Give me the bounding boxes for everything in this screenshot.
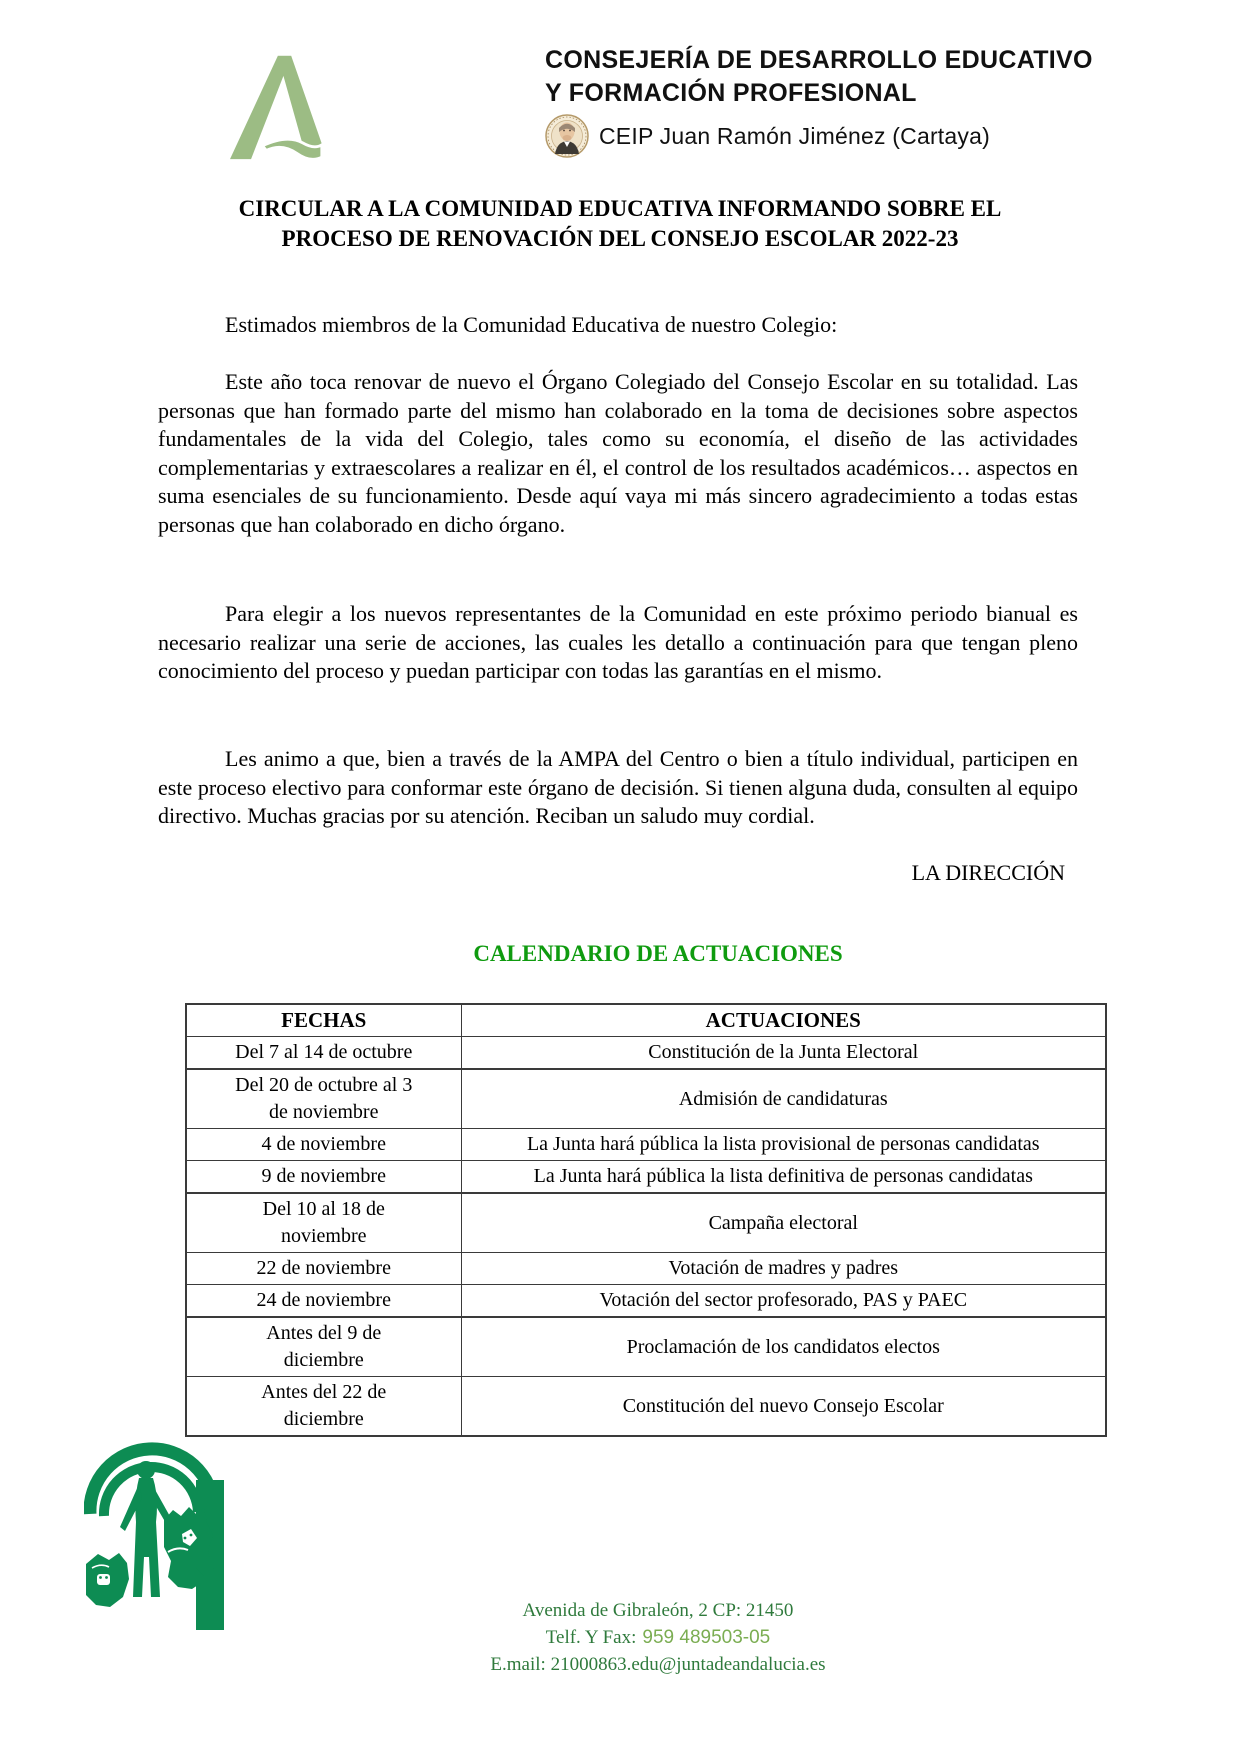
action-cell: Proclamación de los candidatos electos <box>461 1317 1106 1377</box>
page-title-line1: CIRCULAR A LA COMUNIDAD EDUCATIVA INFORMANDO SOBRE EL <box>238 196 1002 221</box>
calendar-table <box>185 1003 1107 1437</box>
footer-address: Avenida de Gibraleón, 2 CP: 21450 <box>522 1600 794 1621</box>
junta-andalucia-a-logo-icon <box>226 52 322 162</box>
school-row <box>545 114 1093 158</box>
action-cell: Constitución del nuevo Consejo Escolar <box>461 1377 1106 1437</box>
date-cell: Antes del 22 de diciembre <box>186 1377 461 1437</box>
date-cell: 22 de noviembre <box>186 1253 461 1285</box>
date-cell: 9 de noviembre <box>186 1161 461 1194</box>
page-title <box>140 194 1100 254</box>
footer-phone-label: Telf. Y Fax: <box>545 1627 637 1648</box>
date-cell: Del 7 al 14 de octubre <box>186 1037 461 1070</box>
table-row <box>186 1193 1106 1253</box>
table-row <box>186 1161 1106 1194</box>
table-row <box>186 1317 1106 1377</box>
date-cell: Del 10 al 18 de noviembre <box>186 1193 461 1253</box>
table-row <box>186 1037 1106 1070</box>
table-row <box>186 1377 1106 1437</box>
footer-phone <box>158 1624 1158 1651</box>
paragraph-3: Les animo a que, bien a través de la AMPA del Centro o bien a título individual, participen en este proceso electivo para conformar este órgano de decisión. Si tienen alguna duda, consulten al equipo directivo. Muchas gracias por su atención. Reciban un saludo muy cordial. <box>158 746 1078 828</box>
date-cell: Antes del 9 de diciembre <box>186 1317 461 1377</box>
salutation: Estimados miembros de la Comunidad Educativa de nuestro Colegio: <box>225 312 838 337</box>
date-cell: 24 de noviembre <box>186 1285 461 1318</box>
footer-email: E.mail: 21000863.edu@juntadeandalucia.es <box>490 1654 826 1675</box>
page-title-line2: PROCESO DE RENOVACIÓN DEL CONSEJO ESCOLAR 2022-23 <box>281 226 959 251</box>
footer <box>158 1597 1158 1678</box>
date-cell: Del 20 de octubre al 3 de noviembre <box>186 1069 461 1129</box>
table-row <box>186 1129 1106 1161</box>
paragraph-1: Este año toca renovar de nuevo el Órgano Colegiado del Consejo Escolar en su totalidad. Las personas que han formado parte del mismo han colaborado en la toma de decisiones sobre aspectos fundamentales de la vida del Colegio, tales como su economía, el diseño de las actividades complementarias y extraescolares a realizar en él, el control de los resultados académicos… aspectos en suma esenciales de su funcionamiento. Desde aquí vaya mi más sincero agradecimiento a todas estas personas que han colaborado en dicho órgano. <box>158 369 1078 537</box>
table-header-row <box>186 1004 1106 1037</box>
table-row <box>186 1069 1106 1129</box>
action-cell: Admisión de candidaturas <box>461 1069 1106 1129</box>
calendar-heading: CALENDARIO DE ACTUACIONES <box>473 941 843 966</box>
signature: LA DIRECCIÓN <box>911 860 1065 885</box>
date-cell: 4 de noviembre <box>186 1129 461 1161</box>
action-cell: Campaña electoral <box>461 1193 1106 1253</box>
paragraph-2: Para elegir a los nuevos representantes de la Comunidad en este próximo periodo bianual es necesario realizar una serie de acciones, las cuales les detallo a continuación para que tengan pleno conocimiento del proceso y puedan participar con todas las garantías en el mismo. <box>158 601 1078 683</box>
consejeria-line1: CONSEJERÍA DE DESARROLLO EDUCATIVO <box>545 46 1093 74</box>
consejeria-line2: Y FORMACIÓN PROFESIONAL <box>545 79 917 107</box>
action-cell: La Junta hará pública la lista provisional de personas candidatas <box>461 1129 1106 1161</box>
table-row <box>186 1285 1106 1318</box>
table-row <box>186 1253 1106 1285</box>
header <box>545 44 1093 158</box>
header-cell-actuaciones: ACTUACIONES <box>461 1004 1106 1037</box>
header-cell-fechas: FECHAS <box>186 1004 461 1037</box>
action-cell: La Junta hará pública la lista definitiva de personas candidatas <box>461 1161 1106 1194</box>
footer-phone-number: 959 489503-05 <box>642 1627 771 1648</box>
school-badge-icon <box>545 114 589 158</box>
action-cell: Constitución de la Junta Electoral <box>461 1037 1106 1070</box>
school-name: CEIP Juan Ramón Jiménez (Cartaya) <box>599 122 990 149</box>
action-cell: Votación de madres y padres <box>461 1253 1106 1285</box>
action-cell: Votación del sector profesorado, PAS y PAEC <box>461 1285 1106 1318</box>
